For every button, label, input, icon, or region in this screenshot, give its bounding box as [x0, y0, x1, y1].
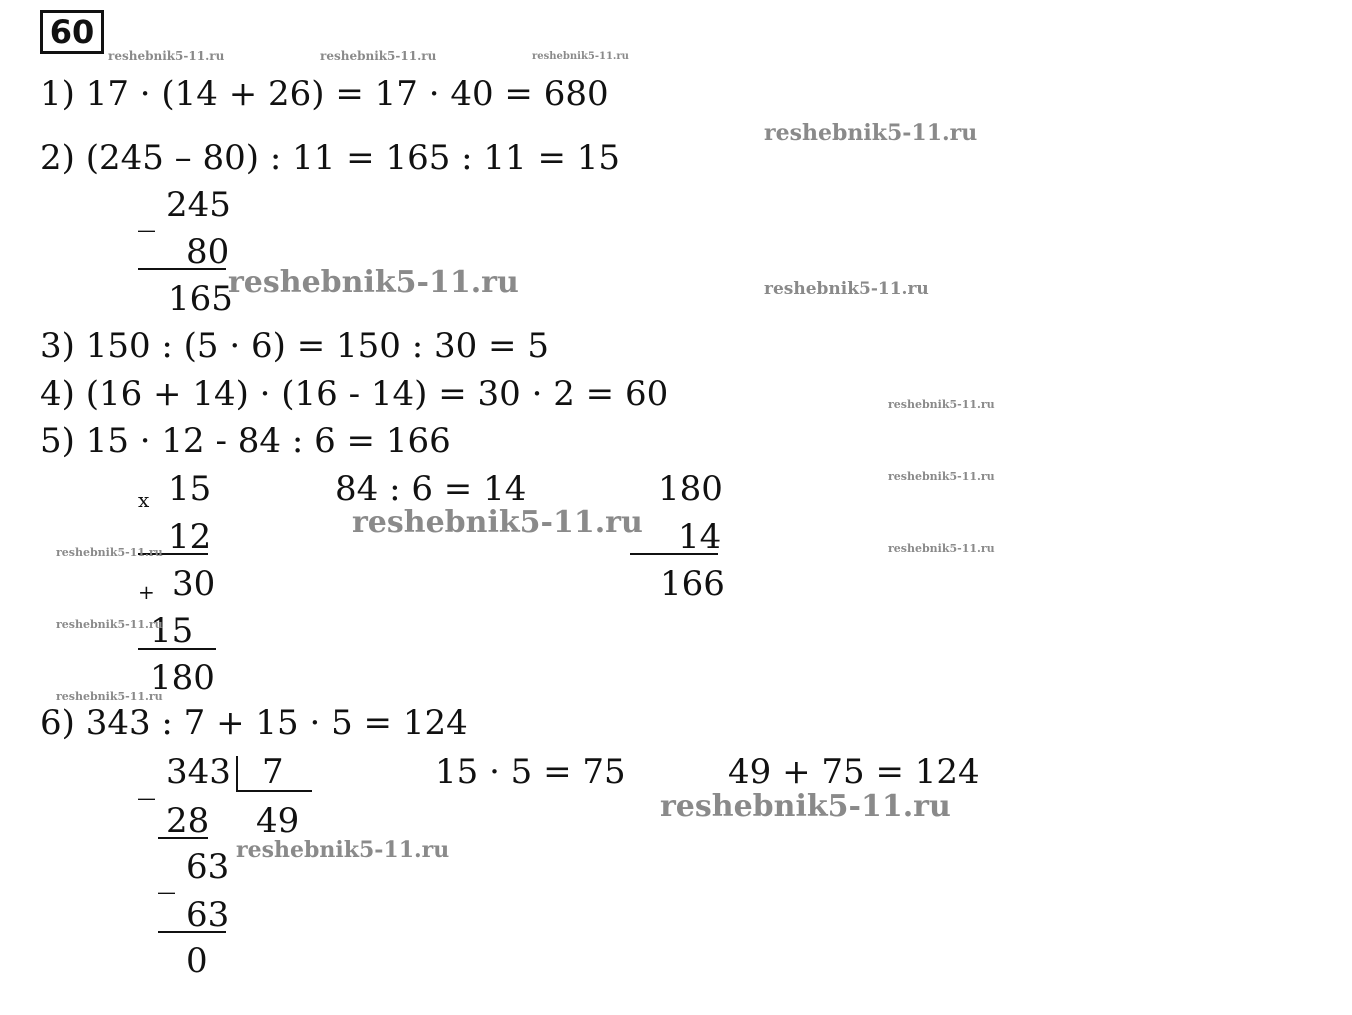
- mul1-factor-b: 12: [168, 517, 212, 557]
- watermark: reshebnik5-11.ru: [108, 49, 225, 63]
- div1-result: 0: [186, 941, 208, 981]
- watermark: reshebnik5-11.ru: [236, 837, 450, 863]
- sub1-subtrahend: 80: [186, 232, 230, 272]
- sub1-result: 165: [168, 279, 233, 319]
- calc-a: 15 · 5 = 75: [435, 752, 626, 792]
- div1-dividend: 343: [166, 752, 231, 792]
- div1-line-1: [158, 837, 208, 839]
- calc-b: 49 + 75 = 124: [728, 752, 980, 792]
- line-5: 5) 15 · 12 - 84 : 6 = 166: [40, 421, 451, 461]
- sub1-line: [138, 268, 226, 270]
- mul1-sum-line: [138, 648, 216, 650]
- div1-sign-1: _: [138, 761, 155, 801]
- line-6: 6) 343 : 7 + 15 · 5 = 124: [40, 703, 468, 743]
- sub1-sign: _: [138, 193, 155, 233]
- mul1-partial-1: 30: [172, 564, 216, 604]
- watermark: reshebnik5-11.ru: [764, 120, 978, 146]
- sub2-result: 166: [660, 564, 725, 604]
- watermark: reshebnik5-11.ru: [320, 49, 437, 63]
- div1-step-2: 63: [186, 895, 230, 935]
- watermark: reshebnik5-11.ru: [532, 51, 629, 62]
- div-inline: 84 : 6 = 14: [335, 469, 527, 509]
- div1-quotient-line: [236, 790, 312, 792]
- watermark: reshebnik5-11.ru: [352, 505, 643, 540]
- watermark: reshebnik5-11.ru: [56, 618, 163, 631]
- line-4: 4) (16 + 14) · (16 - 14) = 30 · 2 = 60: [40, 374, 669, 414]
- line-1: 1) 17 · (14 + 26) = 17 · 40 = 680: [40, 74, 609, 114]
- mul1-plus: +: [138, 580, 155, 604]
- watermark: reshebnik5-11.ru: [888, 470, 995, 483]
- mul1-result: 180: [150, 658, 215, 698]
- div1-divisor: 7: [262, 752, 284, 792]
- sub2-line: [630, 553, 718, 555]
- watermark: reshebnik5-11.ru: [888, 398, 995, 411]
- mul1-partial-2: 15: [150, 611, 194, 651]
- watermark: reshebnik5-11.ru: [228, 265, 519, 300]
- mul1-factor-a: 15: [168, 469, 212, 509]
- task-number: 60: [40, 10, 104, 54]
- div1-quotient: 49: [256, 801, 300, 841]
- div1-bracket: [236, 756, 238, 792]
- div1-remainder-1: 63: [186, 847, 230, 887]
- line-2: 2) (245 – 80) : 11 = 165 : 11 = 15: [40, 138, 621, 178]
- watermark: reshebnik5-11.ru: [660, 789, 951, 824]
- div1-step-1: 28: [166, 801, 210, 841]
- div1-line-2: [158, 931, 226, 933]
- watermark: reshebnik5-11.ru: [56, 690, 163, 703]
- watermark: reshebnik5-11.ru: [56, 546, 163, 559]
- sub1-minuend: 245: [166, 185, 231, 225]
- watermark: reshebnik5-11.ru: [764, 279, 929, 299]
- watermark: reshebnik5-11.ru: [888, 542, 995, 555]
- sub2-minuend: 180: [658, 469, 723, 509]
- line-3: 3) 150 : (5 · 6) = 150 : 30 = 5: [40, 326, 549, 366]
- div1-sign-2: _: [158, 855, 175, 895]
- mul1-sign: x: [138, 488, 150, 512]
- sub2-subtrahend: 14: [678, 517, 722, 557]
